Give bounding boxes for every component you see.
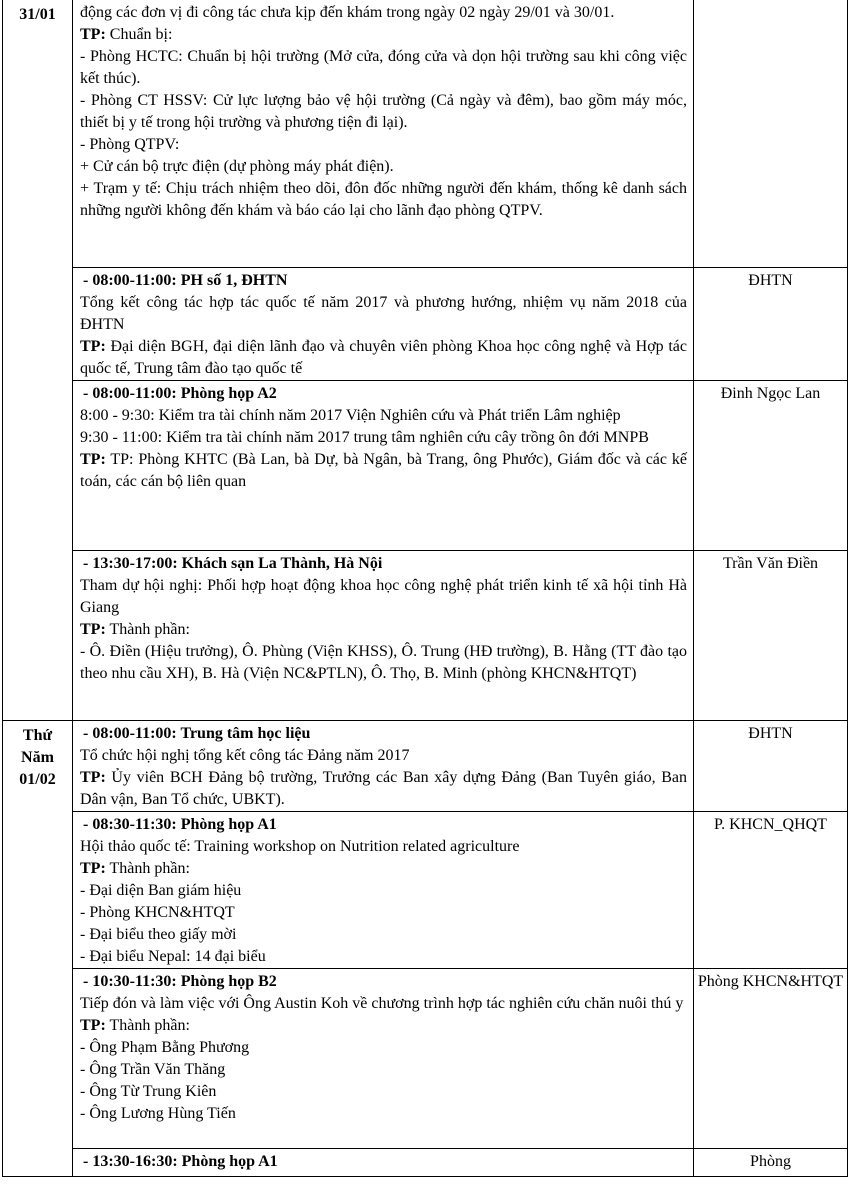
event-row (3, 551, 848, 721)
event-line: TP: Thành phần: (80, 1017, 190, 1034)
host-cell: P. KHCN_QHQT (694, 812, 848, 969)
host-cell (694, 0, 848, 268)
host-cell: Phòng KHCN&HTQT (694, 969, 848, 1149)
event-line: - Đại biểu theo giấy mời (80, 926, 237, 943)
participants-label: TP: (80, 769, 106, 786)
event-row (3, 268, 848, 381)
event-line: Tiếp đón và làm việc với Ông Austin Koh về chương trình hợp tác nghiên cứu chăn nuôi thú y (80, 995, 684, 1012)
event-row (3, 381, 848, 551)
participants-label: TP: (80, 621, 106, 638)
participants-label: TP: (80, 451, 106, 468)
day-label: Năm (21, 749, 54, 766)
event-line: - Phòng CT HSSV: Cử lực lượng bảo vệ hội trường (Cả ngày và đêm), bao gồm máy móc, thiết bị y tế trong hội trường và phương tiện đi lại). (80, 92, 687, 131)
event-heading: - 13:30-16:30: Phòng họp A1 (83, 1153, 278, 1170)
event-heading: - 13:30-17:00: Khách sạn La Thành, Hà Nội (83, 555, 383, 572)
host-cell: ĐHTN (694, 268, 848, 381)
event-line: Tổ chức hội nghị tổng kết công tác Đảng năm 2017 (80, 747, 410, 764)
event-line: TP: Thành phần: (80, 621, 190, 638)
event-heading: - 10:30-11:30: Phòng họp B2 (83, 973, 277, 990)
event-cell (73, 551, 694, 721)
event-line: + Trạm y tế: Chịu trách nhiệm theo dõi, đôn đốc những người đến khám, thống kê danh sách những người không đến khám và báo cáo lại cho lãnh đạo phòng QTPV. (80, 180, 687, 219)
event-cell (73, 268, 694, 381)
schedule-table (2, 0, 848, 1177)
event-line: - Đại diện Ban giám hiệu (80, 882, 242, 899)
event-line: TP: Chuẩn bị: (80, 26, 173, 43)
day-cell (3, 721, 73, 1177)
day-cell (3, 0, 73, 721)
event-row (3, 969, 848, 1149)
event-row (3, 721, 848, 812)
event-line: Tổng kết công tác hợp tác quốc tế năm 2017 và phương hướng, nhiệm vụ năm 2018 của ĐHTN (80, 294, 687, 333)
event-cell (73, 721, 694, 812)
event-line: 9:30 - 11:00: Kiểm tra tài chính năm 2017 trung tâm nghiên cứu cây trồng ôn đới MNPB (80, 429, 649, 446)
event-cell (73, 381, 694, 551)
event-line: - Ông Lương Hùng Tiến (80, 1105, 236, 1122)
event-heading: - 08:30-11:30: Phòng họp A1 (83, 816, 277, 833)
event-line: - Phòng HCTC: Chuẩn bị hội trường (Mở cửa, đóng cửa và dọn hội trường sau khi công việc kết thúc). (80, 48, 687, 87)
event-row (3, 1149, 848, 1177)
host-cell: ĐHTN (694, 721, 848, 812)
event-line: - Ông Phạm Bằng Phương (80, 1039, 250, 1056)
event-line: - Ô. Điền (Hiệu trưởng), Ô. Phùng (Viện KHSS), Ô. Trung (HĐ trường), B. Hằng (TT đào tạo theo nhu cầu XH), B. Hà (Viện NC&PTLN), Ô. Thọ, B. Minh (phòng KHCN&HTQT) (80, 643, 687, 682)
event-line: Tham dự hội nghị: Phối hợp hoạt động khoa học công nghệ phát triển kinh tế xã hội tỉnh Hà Giang (80, 577, 687, 616)
day-label: Thứ (22, 727, 53, 744)
event-heading: - 08:00-11:00: Phòng họp A2 (83, 385, 277, 402)
event-line: TP: TP: Phòng KHTC (Bà Lan, bà Dự, bà Ngân, bà Trang, ông Phước), Giám đốc và các kế toán, các cán bộ liên quan (80, 451, 687, 490)
event-line: Hội thảo quốc tế: Training workshop on Nutrition related agriculture (80, 838, 520, 855)
day-label: 31/01 (19, 6, 56, 23)
event-cell (73, 969, 694, 1149)
event-line: 8:00 - 9:30: Kiểm tra tài chính năm 2017 Viện Nghiên cứu và Phát triển Lâm nghiệp (80, 407, 621, 424)
event-heading: - 08:00-11:00: Trung tâm học liệu (83, 725, 311, 742)
day-label: 01/02 (19, 771, 56, 788)
event-cell (73, 1149, 694, 1177)
event-line: - Phòng QTPV: (80, 136, 180, 153)
event-line: động các đơn vị đi công tác chưa kịp đến khám trong ngày 02 ngày 29/01 và 30/01. (80, 4, 615, 21)
participants-label: TP: (80, 26, 106, 43)
event-line: - Ông Trần Văn Thăng (80, 1061, 226, 1078)
event-row (3, 0, 848, 268)
event-line: TP: Thành phần: (80, 860, 190, 877)
event-line: - Ông Từ Trung Kiên (80, 1083, 217, 1100)
host-cell: Phòng (694, 1149, 848, 1177)
event-line: - Phòng KHCN&HTQT (80, 904, 235, 921)
participants-label: TP: (80, 1017, 106, 1034)
host-cell: Trần Văn Điền (694, 551, 848, 721)
participants-label: TP: (80, 860, 106, 877)
host-cell: Đinh Ngọc Lan (694, 381, 848, 551)
event-heading: - 08:00-11:00: PH số 1, ĐHTN (83, 272, 288, 289)
event-line: TP: Ủy viên BCH Đảng bộ trường, Trưởng các Ban xây dựng Đảng (Ban Tuyên giáo, Ban Dân vận, Ban Tổ chức, UBKT). (80, 769, 687, 808)
event-line: TP: Đại diện BGH, đại diện lãnh đạo và chuyên viên phòng Khoa học công nghệ và Hợp tác quốc tế, Trung tâm đào tạo quốc tế (80, 338, 687, 377)
event-cell (73, 812, 694, 969)
event-cell (73, 0, 694, 268)
participants-label: TP: (80, 338, 106, 355)
event-line: - Đại biểu Nepal: 14 đại biểu (80, 948, 266, 965)
event-row (3, 812, 848, 969)
event-line: + Cử cán bộ trực điện (dự phòng máy phát điện). (80, 158, 394, 175)
